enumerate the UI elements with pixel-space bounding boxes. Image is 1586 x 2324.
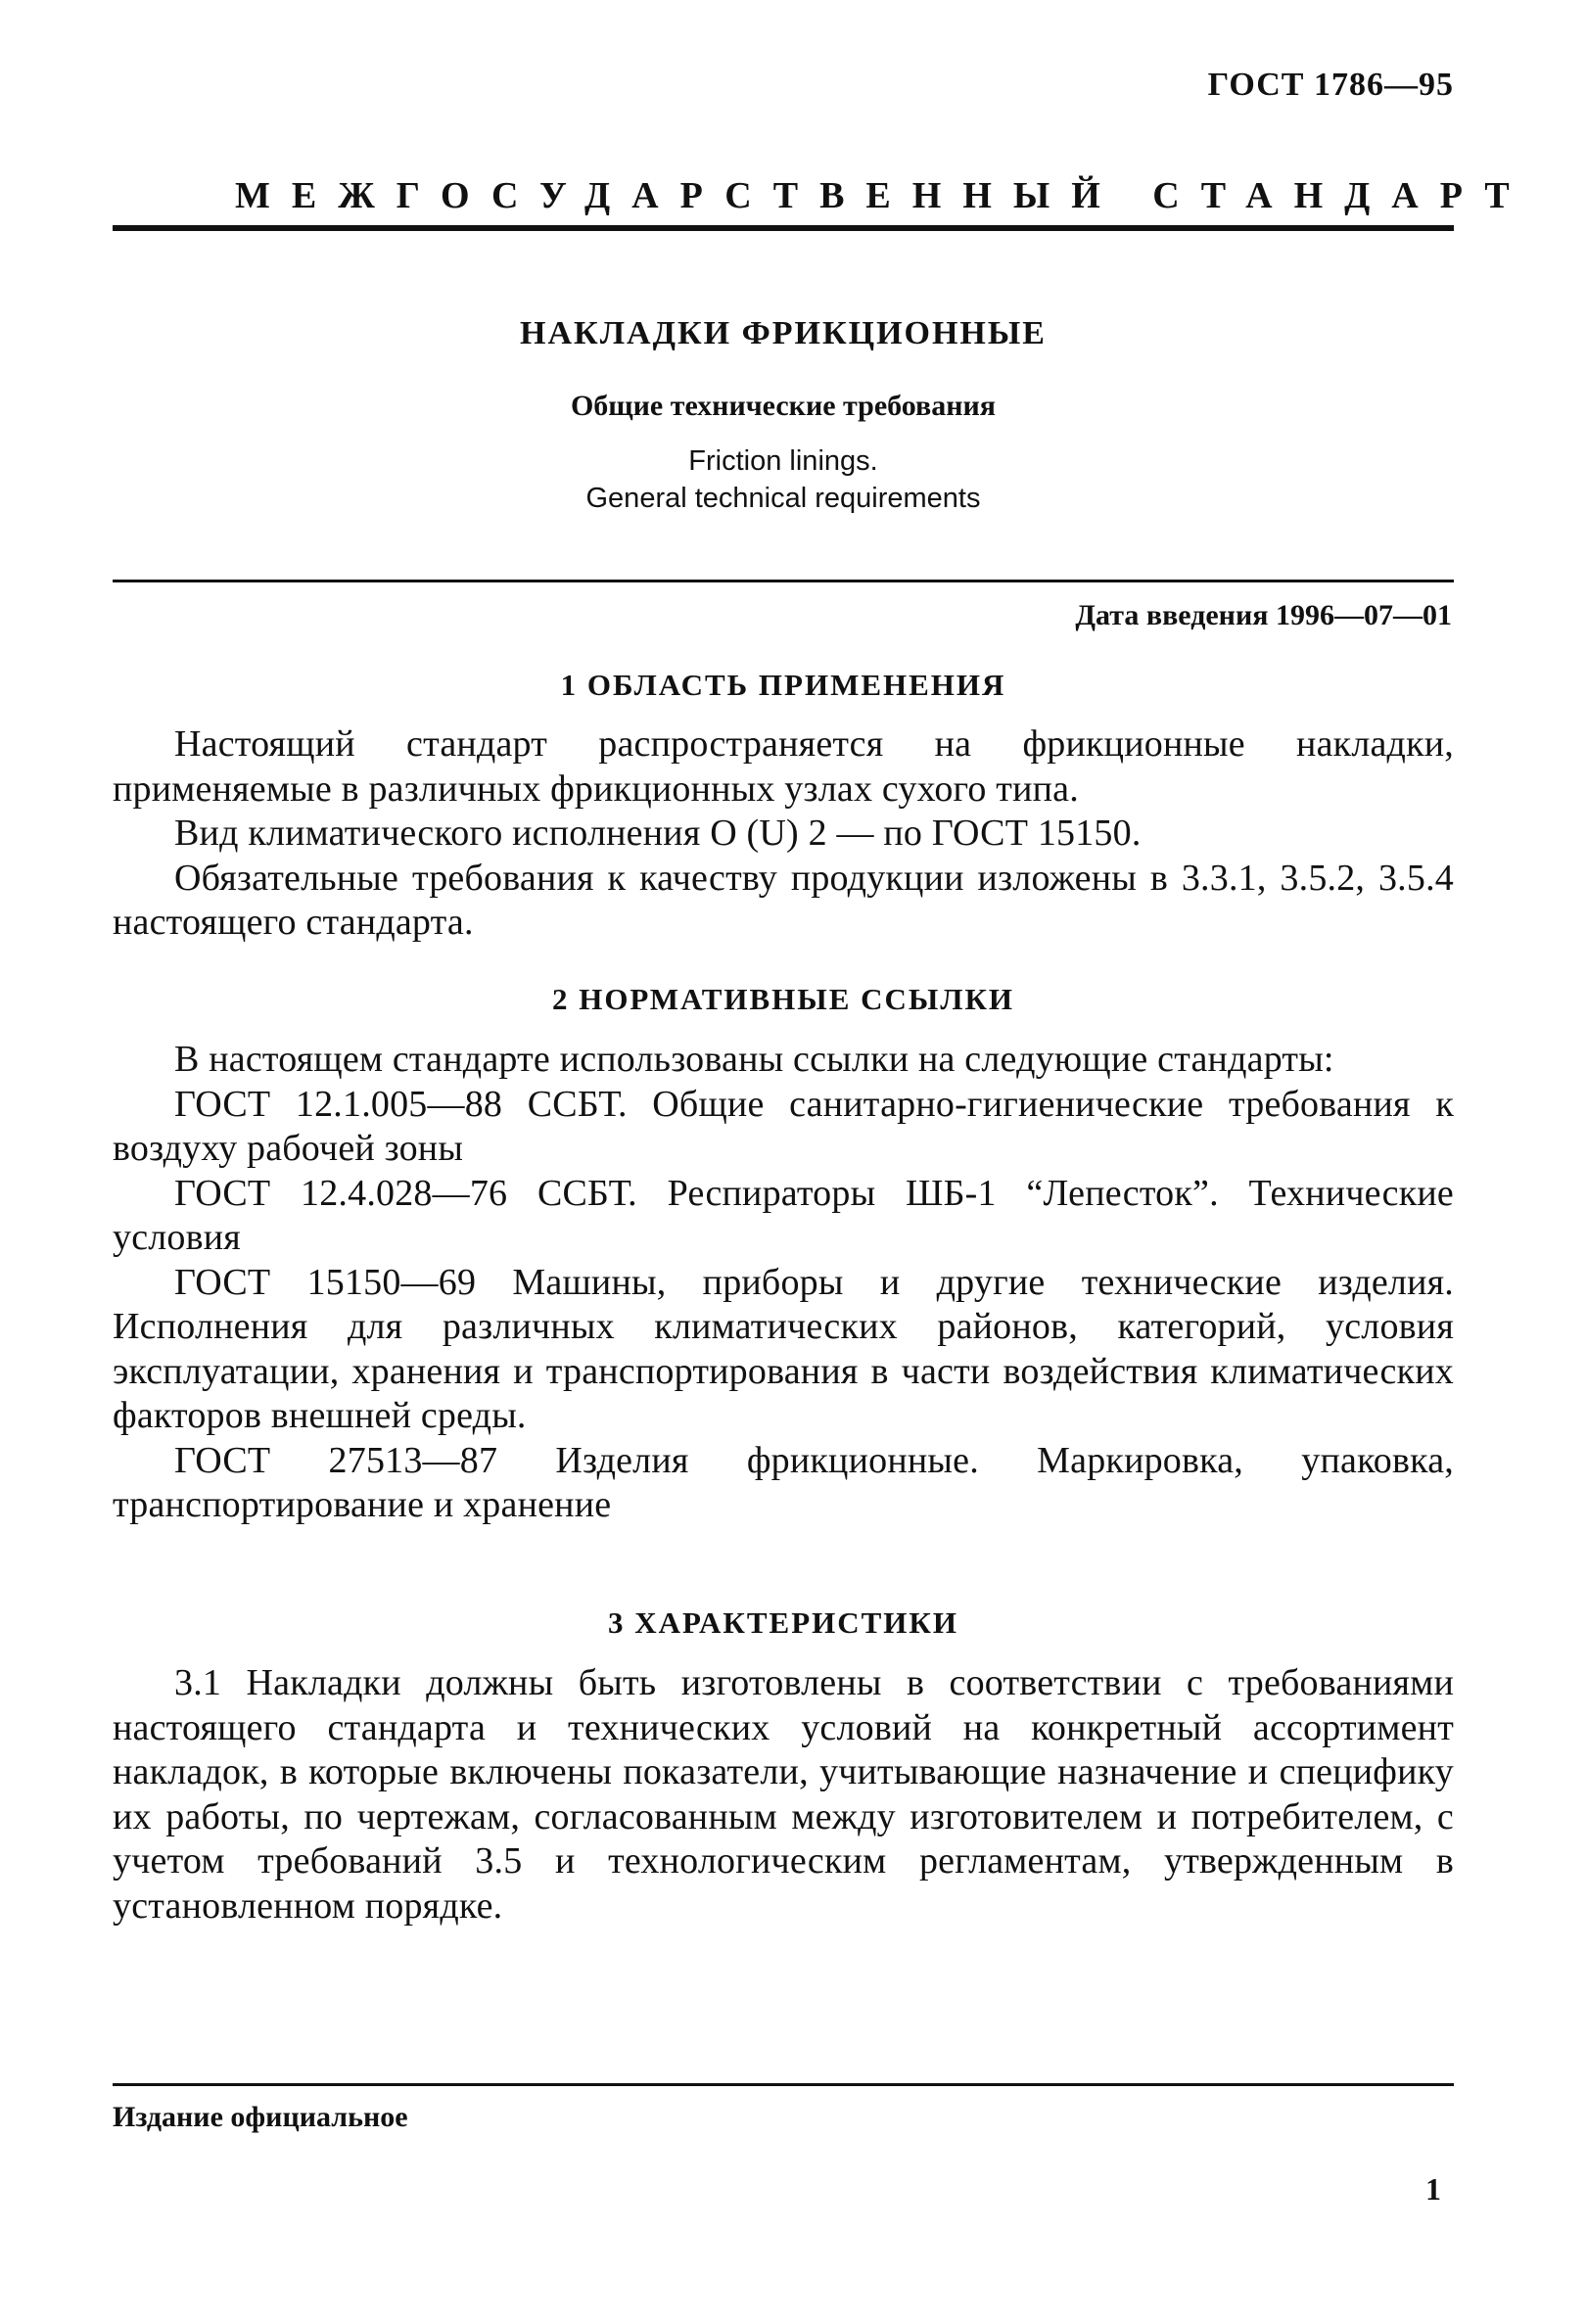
section-2-body [113, 1038, 1454, 1528]
introduction-date: Дата введения 1996—07—01 [1075, 599, 1452, 631]
paragraph: ГОСТ 15150—69 Машины, приборы и другие технические изделия. Исполнения для различных климатических районов, категорий, условия эксплуатации, хранения и транспортирования в части воздействия климатических факторов внешней среды. [113, 1261, 1454, 1436]
paragraph: Обязательные требования к качеству продукции изложены в 3.3.1, 3.5.2, 3.5.4 настоящего стандарта. [113, 857, 1454, 943]
section-3-body [113, 1661, 1454, 1929]
section-2-heading: 2 НОРМАТИВНЫЕ ССЫЛКИ [551, 982, 1015, 1016]
document-number: ГОСТ 1786—95 [1207, 67, 1454, 103]
official-edition-label: Издание официальное [113, 2101, 408, 2133]
paragraph: ГОСТ 27513—87 Изделия фрикционные. Маркировка, упаковка, транспортирование и хранение [113, 1439, 1454, 1525]
section-1-heading: 1 ОБЛАСТЬ ПРИМЕНЕНИЯ [560, 668, 1006, 702]
document-title: НАКЛАДКИ ФРИКЦИОННЫЕ [520, 315, 1047, 351]
paragraph: Вид климатического исполнения О (U) 2 — по ГОСТ 15150. [174, 813, 1142, 854]
paragraph: ГОСТ 12.1.005—88 ССБТ. Общие санитарно-гигиенические требования к воздуху рабочей зоны [113, 1083, 1454, 1169]
document-subtitle: Общие технические требования [570, 390, 997, 422]
paragraph: Настоящий стандарт распространяется на фрикционные накладки, применяемые в различных фрикционных узлах сухого типа. [113, 723, 1454, 810]
paragraph: 3.1 Накладки должны быть изготовлены в соответствии с требованиями настоящего стандарта и технических условий на конкретный ассортимент накладок, в которые включены показатели, учитывающие назначение и специфику их работы, по чертежам, согласованным между изготовителем и потребителем, с учетом требований 3.5 и технологическим регламентам, утвержденным в установленном порядке. [113, 1662, 1454, 1927]
footer-rule [113, 2083, 1454, 2086]
section-3-heading: 3 ХАРАКТЕРИСТИКИ [607, 1605, 959, 1640]
title-rule [113, 580, 1454, 582]
english-title-line2: General technical requirements [585, 483, 981, 514]
page-number: 1 [1425, 2171, 1441, 2207]
paragraph: ГОСТ 12.4.028—76 ССБТ. Респираторы ШБ-1 “Лепесток”. Технические условия [113, 1172, 1454, 1258]
section-1-body [113, 722, 1454, 946]
paragraph: В настоящем стандарте использованы ссылки на следующие стандарты: [174, 1039, 1334, 1080]
banner-rule [113, 225, 1454, 231]
standard-banner: МЕЖГОСУДАРСТВЕННЫЙ СТАНДАРТ [235, 175, 1531, 216]
english-title-line1: Friction linings. [688, 445, 878, 477]
